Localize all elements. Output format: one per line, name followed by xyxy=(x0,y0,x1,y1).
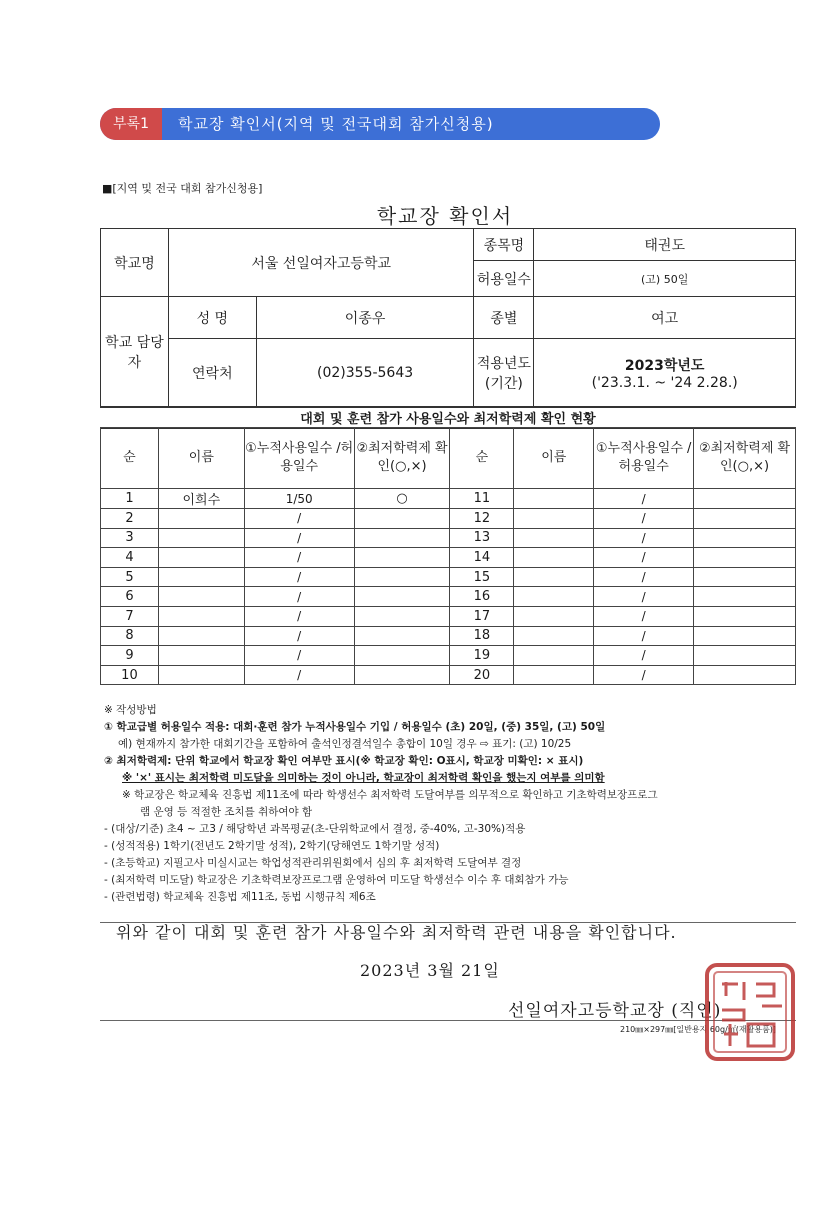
row-number: 12 xyxy=(450,509,514,529)
type-value: 여고 xyxy=(534,297,796,339)
table-row xyxy=(101,528,796,548)
row-name xyxy=(514,646,594,666)
table-row xyxy=(101,548,796,568)
header-name: 이름 xyxy=(514,428,594,489)
row-check xyxy=(694,509,796,529)
manager-label: 학교 담당자 xyxy=(101,297,169,407)
table-row xyxy=(101,489,796,509)
row-number: 5 xyxy=(101,567,159,587)
row-name xyxy=(158,665,244,685)
header-days: ①누적사용일수 /허용일수 xyxy=(594,428,694,489)
row-number: 20 xyxy=(450,665,514,685)
row-name xyxy=(158,587,244,607)
row-check xyxy=(694,665,796,685)
header-no: 순 xyxy=(101,428,159,489)
row-days: / xyxy=(244,528,354,548)
document-category: ■[지역 및 전국 대회 참가신청용] xyxy=(102,182,263,195)
row-days: / xyxy=(594,489,694,509)
row-name xyxy=(514,587,594,607)
row-check xyxy=(694,646,796,666)
name-label: 성 명 xyxy=(168,297,256,339)
row-days: / xyxy=(594,665,694,685)
official-seal-stamp xyxy=(704,962,796,1062)
table-row xyxy=(101,646,796,666)
year-label: 적용년도 (기간) xyxy=(474,339,534,407)
year-period: ('23.3.1. ~ '24 2.28.) xyxy=(591,374,738,391)
notes-heading: ※ 작성방법 xyxy=(104,704,157,716)
paper-size: 210㎜×297㎜[일반용지 60g/㎡(재활용품)] xyxy=(620,1025,777,1034)
row-name xyxy=(514,509,594,529)
row-check xyxy=(694,626,796,646)
allow-label: 허용일수 xyxy=(474,261,534,297)
row-number: 10 xyxy=(101,665,159,685)
note-2: ② 최저학력제: 단위 학교에서 학교장 확인 여부만 표시(※ 학교장 확인: O표시, 학교장 미확인: × 표시) xyxy=(104,755,584,767)
school-label: 학교명 xyxy=(101,229,169,297)
row-name xyxy=(158,626,244,646)
row-number: 13 xyxy=(450,528,514,548)
table-row xyxy=(101,567,796,587)
note-4-cont: 램 운영 등 적절한 조치를 취하여야 함 xyxy=(140,806,313,818)
note-3: ※ '×' 표시는 최저학력 미도달을 의미하는 것이 아니라, 학교장이 최저학력 확인을 했는지 여부를 의미함 xyxy=(122,772,605,784)
document-title: 학교장 확인서 xyxy=(376,204,514,228)
divider xyxy=(100,1020,796,1021)
year-cell xyxy=(534,339,796,407)
row-name xyxy=(158,606,244,626)
row-number: 19 xyxy=(450,646,514,666)
banner-title: 학교장 확인서(지역 및 전국대회 참가신청용) xyxy=(178,115,494,133)
row-number: 15 xyxy=(450,567,514,587)
row-days: / xyxy=(594,567,694,587)
header-check: ②최저학력제 확인(○,×) xyxy=(354,428,450,489)
row-number: 18 xyxy=(450,626,514,646)
row-days: 1/50 xyxy=(244,489,354,509)
header-check: ②최저학력제 확인(○,×) xyxy=(694,428,796,489)
signer-name xyxy=(508,996,721,1021)
row-check xyxy=(354,665,450,685)
row-days: / xyxy=(244,587,354,607)
athlete-table xyxy=(100,427,796,685)
date-text: 2023년 3월 21일 xyxy=(360,961,500,980)
row-number: 1 xyxy=(101,489,159,509)
note-7: - (초등학교) 지필고사 미실시교는 학업성적관리위원회에서 심의 후 최저학력 도달여부 결정 xyxy=(104,857,522,869)
school-value: 서울 선일여자고등학교 xyxy=(168,229,474,297)
row-days: / xyxy=(594,646,694,666)
table-row xyxy=(101,665,796,685)
allow-value: (고) 50일 xyxy=(534,261,796,297)
row-number: 9 xyxy=(101,646,159,666)
row-name: 이희수 xyxy=(158,489,244,509)
row-number: 17 xyxy=(450,606,514,626)
note-8: - (최저학력 미도달) 학교장은 기초학력보장프로그램 운영하여 미도달 학생선수 이수 후 대회참가 가능 xyxy=(104,874,569,886)
row-check xyxy=(354,548,450,568)
row-check xyxy=(694,606,796,626)
note-9: - (관련법령) 학교체육 진흥법 제11조, 동법 시행규칙 제6조 xyxy=(104,891,376,903)
row-name xyxy=(158,548,244,568)
row-check xyxy=(694,587,796,607)
row-days: / xyxy=(594,587,694,607)
row-days: / xyxy=(244,548,354,568)
row-name xyxy=(158,567,244,587)
note-1: ① 학교급별 허용일수 적용: 대회·훈련 참가 누적사용일수 기입 / 허용일수 (초) 20일, (중) 35일, (고) 50일 xyxy=(104,721,606,733)
row-check xyxy=(354,606,450,626)
row-name xyxy=(514,567,594,587)
row-name xyxy=(514,626,594,646)
row-number: 4 xyxy=(101,548,159,568)
signer-mark: (직인) xyxy=(671,1001,722,1021)
row-check xyxy=(354,646,450,666)
type-label: 종별 xyxy=(474,297,534,339)
row-check xyxy=(694,567,796,587)
row-number: 6 xyxy=(101,587,159,607)
row-days: / xyxy=(244,626,354,646)
appendix-tag: 부록1 xyxy=(100,108,162,140)
header-days: ①누적사용일수 /허용일수 xyxy=(244,428,354,489)
note-6: - (성적적용) 1학기(전년도 2학기말 성적), 2학기(당해연도 1학기말 성적) xyxy=(104,840,440,852)
row-check xyxy=(354,587,450,607)
row-number: 2 xyxy=(101,509,159,529)
row-days: / xyxy=(594,528,694,548)
row-number: 16 xyxy=(450,587,514,607)
event-label: 종목명 xyxy=(474,229,534,261)
row-check xyxy=(354,626,450,646)
row-days: / xyxy=(594,548,694,568)
header-name: 이름 xyxy=(158,428,244,489)
row-days: / xyxy=(244,509,354,529)
contact-label: 연락처 xyxy=(168,339,256,407)
info-table xyxy=(100,228,796,407)
section-title: 대회 및 훈련 참가 사용일수와 최저학력제 확인 현황 xyxy=(100,407,796,429)
row-days: / xyxy=(244,665,354,685)
row-number: 8 xyxy=(101,626,159,646)
row-days: / xyxy=(244,606,354,626)
notes-section xyxy=(104,702,804,906)
row-check xyxy=(354,567,450,587)
signer-label: 선일여자고등학교장 xyxy=(508,1001,665,1021)
row-check xyxy=(354,528,450,548)
row-name xyxy=(158,509,244,529)
note-1-example: 예) 현재까지 참가한 대회기간을 포함하여 출석인정결석일수 총합이 10일 경우 ⇨ 표기: (고) 10/25 xyxy=(118,738,572,750)
row-name xyxy=(514,606,594,626)
row-number: 7 xyxy=(101,606,159,626)
row-days: / xyxy=(594,626,694,646)
row-days: / xyxy=(244,646,354,666)
event-value: 태권도 xyxy=(534,229,796,261)
confirm-text: 위와 같이 대회 및 훈련 참가 사용일수와 최저학력 관련 내용을 확인합니다. xyxy=(116,923,677,942)
row-days: / xyxy=(594,509,694,529)
row-check xyxy=(694,489,796,509)
row-check xyxy=(694,528,796,548)
row-name xyxy=(158,646,244,666)
row-name xyxy=(514,528,594,548)
row-number: 11 xyxy=(450,489,514,509)
row-check xyxy=(354,509,450,529)
name-value: 이종우 xyxy=(256,297,474,339)
row-days: / xyxy=(244,567,354,587)
row-number: 14 xyxy=(450,548,514,568)
header-no: 순 xyxy=(450,428,514,489)
year-value: 2023학년도 xyxy=(624,357,705,374)
table-row xyxy=(101,509,796,529)
row-name xyxy=(158,528,244,548)
table-row xyxy=(101,626,796,646)
row-number: 3 xyxy=(101,528,159,548)
note-5: - (대상/기준) 초4 ~ 고3 / 해당학년 과목평균(초-단위학교에서 결정, 중-40%, 고-30%)적용 xyxy=(104,823,526,835)
row-name xyxy=(514,548,594,568)
row-check xyxy=(694,548,796,568)
row-days: / xyxy=(594,606,694,626)
row-name xyxy=(514,489,594,509)
row-check: ○ xyxy=(354,489,450,509)
contact-value: (02)355-5643 xyxy=(256,339,474,407)
row-name xyxy=(514,665,594,685)
table-row xyxy=(101,606,796,626)
note-4: ※ 학교장은 학교체육 진흥법 제11조에 따라 학생선수 최저학력 도달여부를 의무적으로 확인하고 기초학력보장프로그 xyxy=(122,789,658,801)
table-row xyxy=(101,587,796,607)
